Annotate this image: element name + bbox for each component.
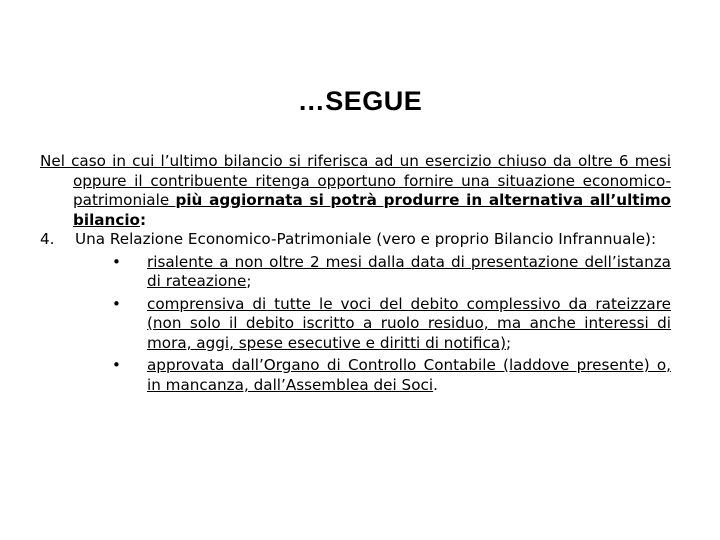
bullet-icon: • xyxy=(112,356,121,374)
bullet-text: approvata dall’Organo di Controllo Contabile (laddove presente) o, in mancanza, dall’Assemblea dei Soci xyxy=(147,356,671,394)
bullet-punct: . xyxy=(433,375,438,394)
intro-bold-underlined-text: più aggiornata si potrà produrre in alternativa all’ultimo bilancio xyxy=(73,191,671,229)
bullet-text: risalente a non oltre 2 mesi dalla data di presentazione dell’istanza di rateazione xyxy=(147,252,671,290)
bullet-punct: ; xyxy=(506,333,512,352)
slide-title: …SEGUE xyxy=(297,86,423,116)
slide-body xyxy=(40,152,671,398)
bullet-icon: • xyxy=(112,252,121,271)
item-text: Una Relazione Economico-Patrimoniale (vero e proprio Bilancio Infrannuale): xyxy=(75,230,657,248)
intro-colon: : xyxy=(140,210,147,229)
bullet-text: comprensiva di tutte le voci del debito complessivo da rateizzare (non solo il debito iscritto a ruolo residuo, ma anche interessi di mora, aggi, spese esecutive e diritti di notifica) xyxy=(147,294,671,352)
bullet-item xyxy=(40,356,671,395)
bullet-icon: • xyxy=(112,294,121,313)
numbered-item-4 xyxy=(40,230,671,250)
bullet-list xyxy=(40,253,671,396)
item-number: 4. xyxy=(40,230,55,248)
bullet-punct: ; xyxy=(246,272,252,290)
bullet-item xyxy=(40,253,671,292)
bullet-item xyxy=(40,295,671,354)
intro-underlined-text: Nel caso in cui l’ultimo bilancio si riferisca ad un esercizio chiuso da oltre 6 mesi oppure il contribuente ritenga opportuno fornire una situazione economico-patrimoniale xyxy=(40,152,671,209)
intro-paragraph xyxy=(40,152,671,230)
